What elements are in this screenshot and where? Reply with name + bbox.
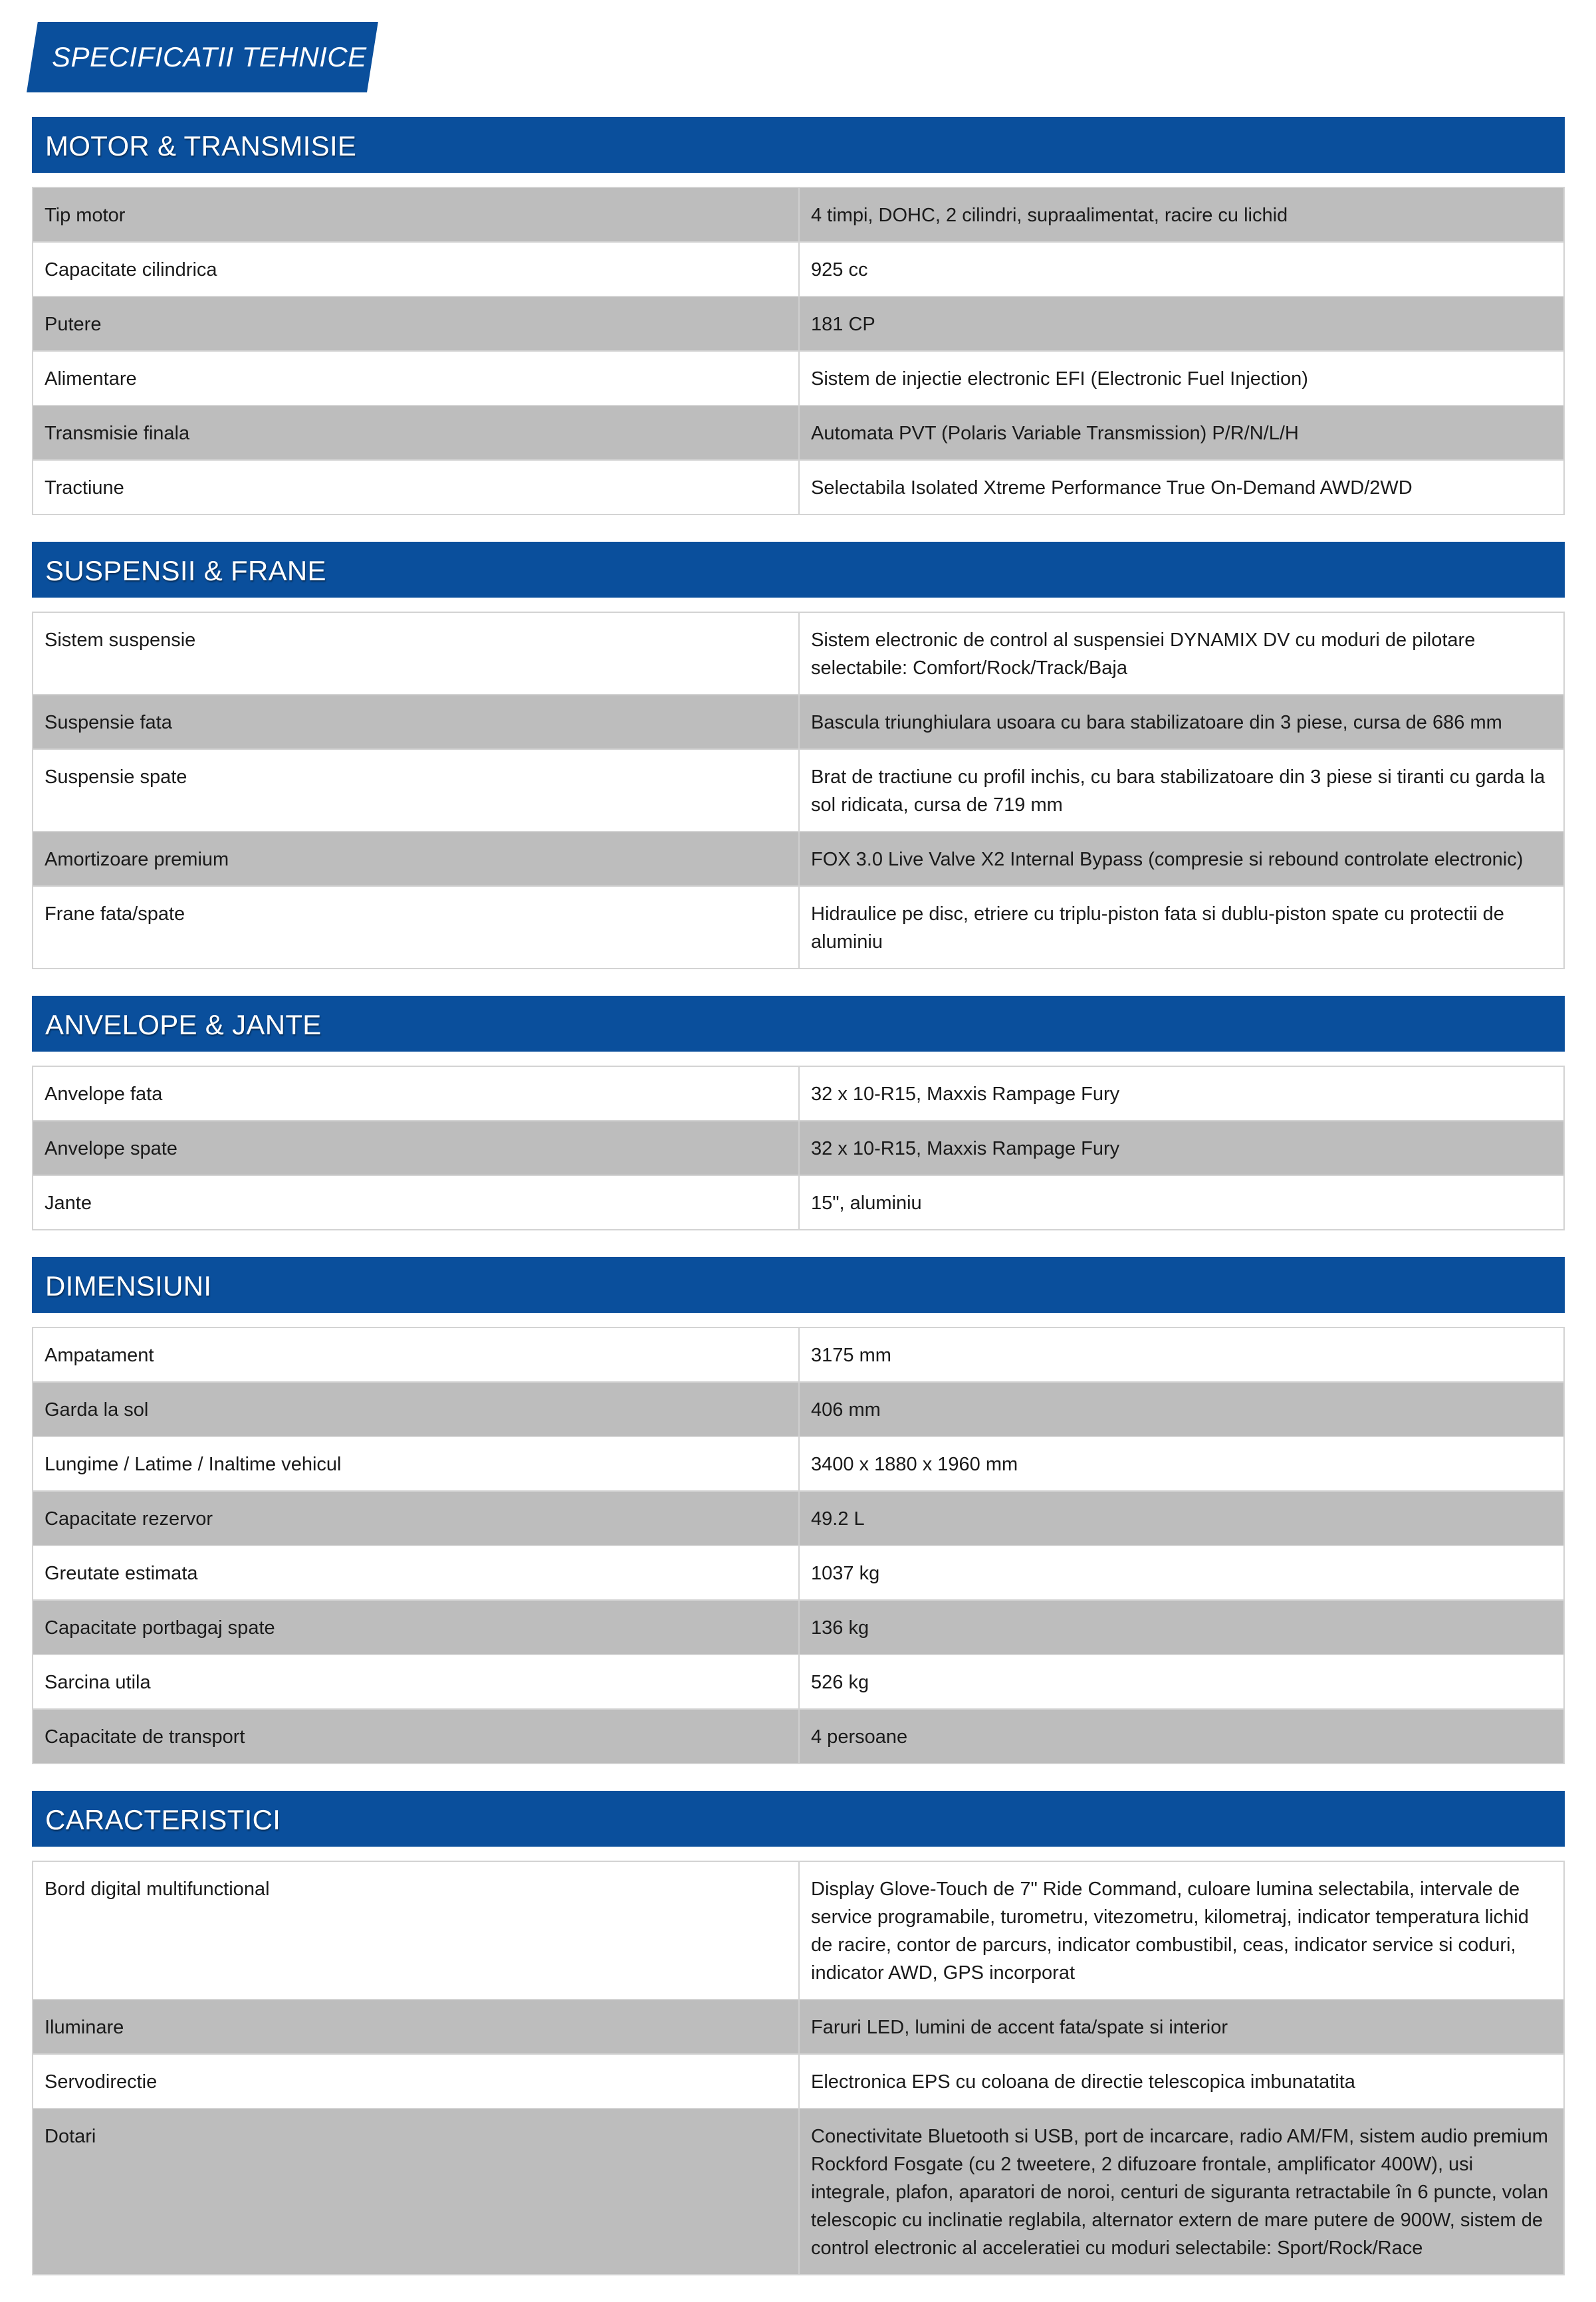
spec-table bbox=[32, 187, 1565, 515]
table-row bbox=[33, 1121, 1563, 1176]
table-row bbox=[33, 1492, 1563, 1546]
spec-table bbox=[32, 612, 1565, 969]
spec-table bbox=[32, 1066, 1565, 1230]
table-row bbox=[33, 1655, 1563, 1710]
spec-value: 4 persoane bbox=[811, 1726, 908, 1748]
spec-label: Suspensie spate bbox=[33, 750, 800, 831]
table-row bbox=[33, 406, 1563, 461]
table-row bbox=[33, 1862, 1563, 2000]
spec-label: Transmisie finala bbox=[33, 406, 800, 459]
table-row bbox=[33, 750, 1563, 832]
spec-label: Bord digital multifunctional bbox=[33, 1862, 800, 1999]
spec-sections bbox=[32, 117, 1565, 2302]
spec-value: 406 mm bbox=[811, 1399, 881, 1421]
table-row bbox=[33, 832, 1563, 887]
spec-label: Greutate estimata bbox=[33, 1546, 800, 1599]
spec-value: 15", aluminiu bbox=[811, 1193, 922, 1214]
spec-value: 3400 x 1880 x 1960 mm bbox=[811, 1454, 1018, 1475]
section-header: ANVELOPE & JANTE bbox=[32, 996, 1565, 1052]
table-row bbox=[33, 695, 1563, 750]
spec-value: 1037 kg bbox=[811, 1563, 880, 1584]
spec-label: Garda la sol bbox=[33, 1383, 800, 1436]
spec-value: 32 x 10-R15, Maxxis Rampage Fury bbox=[811, 1138, 1120, 1159]
table-row bbox=[33, 1383, 1563, 1437]
spec-value: Electronica EPS cu coloana de directie telescopica imbunatatita bbox=[811, 2071, 1355, 2093]
spec-label: Suspensie fata bbox=[33, 695, 800, 748]
spec-value: 4 timpi, DOHC, 2 cilindri, supraalimentat, racire cu lichid bbox=[811, 205, 1288, 226]
spec-value: Sistem electronic de control al suspensiei DYNAMIX DV cu moduri de pilotare selectabile: Comfort/Rock/Track/Baja bbox=[811, 630, 1476, 679]
spec-value: 32 x 10-R15, Maxxis Rampage Fury bbox=[811, 1084, 1120, 1105]
section-header: DIMENSIUNI bbox=[32, 1257, 1565, 1313]
spec-label: Sistem suspensie bbox=[33, 613, 800, 694]
spec-value: 3175 mm bbox=[811, 1345, 891, 1366]
spec-label: Iluminare bbox=[33, 2000, 800, 2053]
section-motor-transmisie bbox=[32, 117, 1565, 515]
spec-label: Tractiune bbox=[33, 461, 800, 514]
spec-value: Brat de tractiune cu profil inchis, cu bara stabilizatoare din 3 piese si tiranti cu garda la sol ridicata, cursa de 719 mm bbox=[811, 766, 1545, 816]
spec-label: Capacitate portbagaj spate bbox=[33, 1601, 800, 1654]
spec-value: 49.2 L bbox=[811, 1508, 865, 1530]
spec-label: Amortizoare premium bbox=[33, 832, 800, 885]
section-dimensiuni bbox=[32, 1257, 1565, 1764]
table-row bbox=[33, 1328, 1563, 1383]
section-header: SUSPENSII & FRANE bbox=[32, 542, 1565, 598]
table-row bbox=[33, 2000, 1563, 2055]
table-row bbox=[33, 1601, 1563, 1655]
spec-table bbox=[32, 1861, 1565, 2275]
spec-label: Frane fata/spate bbox=[33, 887, 800, 968]
table-row bbox=[33, 1546, 1563, 1601]
table-row bbox=[33, 613, 1563, 695]
spec-label: Capacitate de transport bbox=[33, 1710, 800, 1763]
section-caracteristici bbox=[32, 1791, 1565, 2275]
page-title: SPECIFICATII TEHNICE bbox=[52, 41, 367, 72]
spec-label: Sarcina utila bbox=[33, 1655, 800, 1708]
section-header: CARACTERISTICI bbox=[32, 1791, 1565, 1847]
table-row bbox=[33, 2055, 1563, 2109]
spec-value: Display Glove-Touch de 7" Ride Command, culoare lumina selectabila, intervale de service programabile, turometru, vitezometru, kilometraj, indicator temperatura lichid de racire, contor de parcurs, indicator combustibil, ceas, indicator service si coduri, indicator AWD, GPS incorporat bbox=[811, 1879, 1529, 1984]
section-anvelope-jante bbox=[32, 996, 1565, 1230]
spec-label: Servodirectie bbox=[33, 2055, 800, 2108]
table-row bbox=[33, 188, 1563, 243]
spec-label: Anvelope fata bbox=[33, 1067, 800, 1120]
spec-value: Hidraulice pe disc, etriere cu triplu-piston fata si dublu-piston spate cu protectii de aluminiu bbox=[811, 903, 1504, 953]
spec-value: 526 kg bbox=[811, 1672, 869, 1693]
table-row bbox=[33, 243, 1563, 297]
section-suspensii-frane bbox=[32, 542, 1565, 969]
spec-value: 925 cc bbox=[811, 259, 868, 281]
table-row bbox=[33, 2109, 1563, 2275]
spec-value: Faruri LED, lumini de accent fata/spate si interior bbox=[811, 2017, 1228, 2038]
spec-label: Tip motor bbox=[33, 188, 800, 241]
spec-label: Ampatament bbox=[33, 1328, 800, 1381]
spec-label: Capacitate rezervor bbox=[33, 1492, 800, 1545]
spec-value: Selectabila Isolated Xtreme Performance True On-Demand AWD/2WD bbox=[811, 477, 1413, 499]
table-row bbox=[33, 352, 1563, 406]
table-row bbox=[33, 461, 1563, 515]
spec-label: Lungime / Latime / Inaltime vehicul bbox=[33, 1437, 800, 1490]
section-header: MOTOR & TRANSMISIE bbox=[32, 117, 1565, 173]
spec-label: Jante bbox=[33, 1176, 800, 1229]
spec-value: Conectivitate Bluetooth si USB, port de incarcare, radio AM/FM, sistem audio premium Rockford Fosgate (cu 2 tweetere, 2 difuzoare frontale, amplificator 400W), usi integrale, plafon, aparatori de noroi, centuri de siguranta retractabile în 6 puncte, volan telescopic cu inclinatie reglabila, alternator extern de mare putere de 900W, sistem de control electronic al acceleratiei cu moduri selectabile: Sport/Rock/Race bbox=[811, 2126, 1549, 2259]
spec-label: Putere bbox=[33, 297, 800, 350]
table-row bbox=[33, 1437, 1563, 1492]
spec-value: Automata PVT (Polaris Variable Transmission) P/R/N/L/H bbox=[811, 423, 1299, 444]
table-row bbox=[33, 1176, 1563, 1230]
table-row bbox=[33, 887, 1563, 969]
spec-value: Sistem de injectie electronic EFI (Electronic Fuel Injection) bbox=[811, 368, 1308, 390]
spec-value: 136 kg bbox=[811, 1617, 869, 1639]
table-row bbox=[33, 297, 1563, 352]
spec-label: Alimentare bbox=[33, 352, 800, 405]
spec-label: Anvelope spate bbox=[33, 1121, 800, 1175]
spec-value: Bascula triunghiulara usoara cu bara stabilizatoare din 3 piese, cursa de 686 mm bbox=[811, 712, 1502, 733]
table-row bbox=[33, 1067, 1563, 1121]
spec-label: Capacitate cilindrica bbox=[33, 243, 800, 296]
spec-value: FOX 3.0 Live Valve X2 Internal Bypass (compresie si rebound controlate electronic) bbox=[811, 849, 1524, 870]
spec-table bbox=[32, 1327, 1565, 1764]
spec-label: Dotari bbox=[33, 2109, 800, 2274]
spec-value: 181 CP bbox=[811, 314, 875, 335]
table-row bbox=[33, 1710, 1563, 1764]
